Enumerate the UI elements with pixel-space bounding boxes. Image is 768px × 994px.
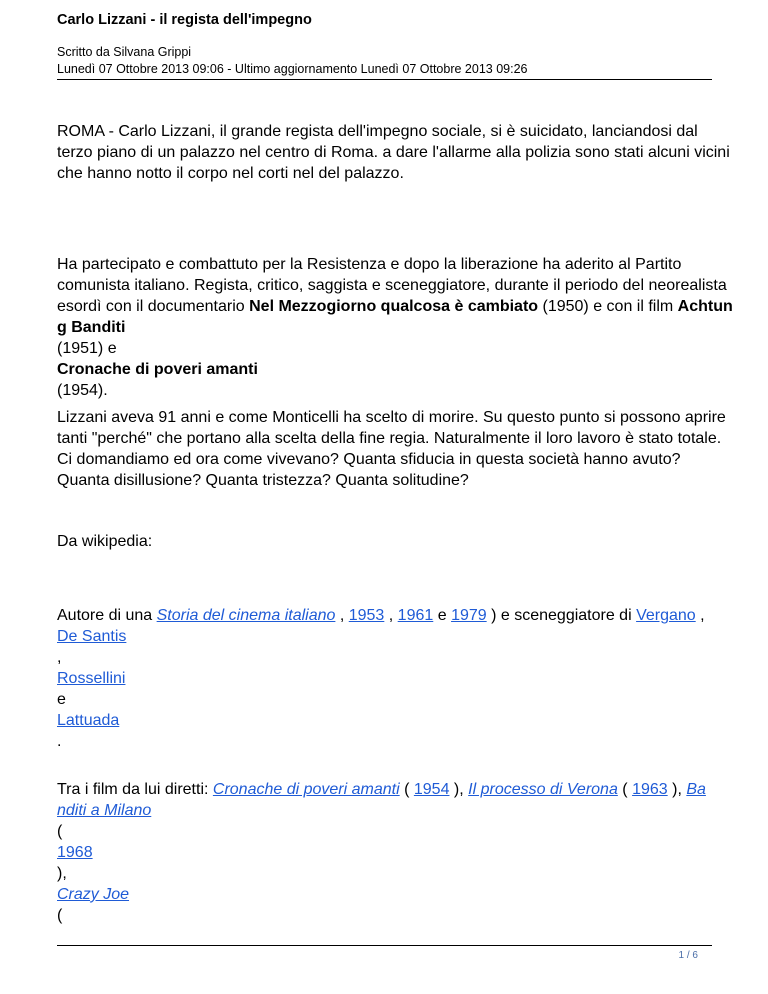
- bold-title: Nel Mezzogiorno qualcosa è cambiato: [249, 298, 539, 315]
- text: ),: [449, 781, 469, 798]
- link-cronache[interactable]: Cronache di poveri amanti: [212, 781, 400, 798]
- link-banditi-milano[interactable]: nditi a Milano: [57, 802, 152, 819]
- author-line: Scritto da Silvana Grippi: [57, 45, 192, 59]
- text-line: Ci domandiamo ed ora come vivevano? Quanta sfiducia in questa società hanno avuto?: [57, 451, 681, 468]
- link-storia-cinema[interactable]: Storia del cinema italiano: [156, 607, 336, 624]
- text: ,: [384, 607, 398, 624]
- text: Autore di una: [57, 607, 157, 624]
- text-line: (1954).: [57, 382, 108, 399]
- text-line: terzo piano di un palazzo nel centro di Roma. a dare l'allarme alla polizia sono stati alcuni vicini: [57, 144, 730, 161]
- text-line: ,: [57, 649, 62, 666]
- paragraph-author-works: [57, 605, 717, 752]
- text-line: che hanno notto il corpo nel corti nel del palazzo.: [57, 165, 404, 182]
- footer-divider: [57, 945, 712, 946]
- link-1968[interactable]: 1968: [57, 844, 93, 861]
- text-line: Lizzani aveva 91 anni e come Monticelli ha scelto di morire. Su questo punto si possono aprire: [57, 409, 726, 426]
- link-de-santis[interactable]: De Santis: [57, 628, 127, 645]
- link-1954[interactable]: 1954: [413, 781, 450, 798]
- link-rossellini[interactable]: Rossellini: [57, 670, 126, 687]
- paragraph-reflection: [57, 407, 726, 491]
- paragraph-biography: [57, 254, 733, 401]
- text-line: Da wikipedia:: [57, 533, 153, 550]
- date-line: Lunedì 07 Ottobre 2013 09:06 - Ultimo aggiornamento Lunedì 07 Ottobre 2013 09:26: [57, 62, 528, 76]
- text: (: [617, 781, 633, 798]
- link-crazy-joe[interactable]: Crazy Joe: [57, 886, 130, 903]
- link-1961[interactable]: 1961: [397, 607, 434, 624]
- text-line: (1951) e: [57, 340, 117, 357]
- bold-title: Cronache di poveri amanti: [57, 361, 258, 378]
- text: (: [399, 781, 414, 798]
- link-1979[interactable]: 1979: [451, 607, 487, 624]
- paragraph-source: [57, 531, 717, 552]
- header-divider: [57, 79, 712, 80]
- text: Tra i film da lui diretti:: [57, 781, 213, 798]
- text-line: ),: [57, 865, 67, 882]
- text-line: ROMA - Carlo Lizzani, il grande regista dell'impegno sociale, si è suicidato, lanciandosi dal: [57, 123, 698, 140]
- text: ,: [695, 607, 705, 624]
- text: ),: [667, 781, 687, 798]
- text: (1950) e con il film: [538, 298, 678, 315]
- link-banditi-milano[interactable]: Ba: [686, 781, 706, 798]
- paragraph-intro: [57, 121, 730, 184]
- link-lattuada[interactable]: Lattuada: [57, 712, 120, 729]
- text-line: .: [57, 733, 62, 750]
- link-1953[interactable]: 1953: [348, 607, 385, 624]
- text: esordì con il documentario: [57, 298, 250, 315]
- bold-title: Achtun: [677, 298, 733, 315]
- text-line: comunista italiano. Regista, critico, saggista e sceneggiatore, durante il periodo del neorealista: [57, 277, 727, 294]
- text-line: [57, 296, 733, 317]
- text-line: [57, 605, 717, 626]
- page-number: 1 / 6: [678, 950, 698, 961]
- link-vergano[interactable]: Vergano: [636, 607, 696, 624]
- text-line: (: [57, 907, 63, 924]
- text-line: [57, 779, 717, 800]
- text-line: (: [57, 823, 63, 840]
- text: ,: [335, 607, 349, 624]
- text-line: e: [57, 691, 66, 708]
- paragraph-filmography: [57, 779, 717, 926]
- link-processo-verona[interactable]: Il processo di Verona: [468, 781, 618, 798]
- document-title: Carlo Lizzani - il regista dell'impegno: [57, 12, 312, 28]
- text: ) e sceneggiatore di: [486, 607, 637, 624]
- text: e: [433, 607, 452, 624]
- link-1963[interactable]: 1963: [632, 781, 668, 798]
- text-line: Ha partecipato e combattuto per la Resistenza e dopo la liberazione ha aderito al Partito: [57, 256, 682, 273]
- bold-title: g Banditi: [57, 319, 126, 336]
- text-line: tanti "perché" che portano alla scelta della fine regia. Naturalmente il loro lavoro è stato totale.: [57, 430, 722, 447]
- text-line: Quanta disillusione? Quanta tristezza? Quanta solitudine?: [57, 472, 469, 489]
